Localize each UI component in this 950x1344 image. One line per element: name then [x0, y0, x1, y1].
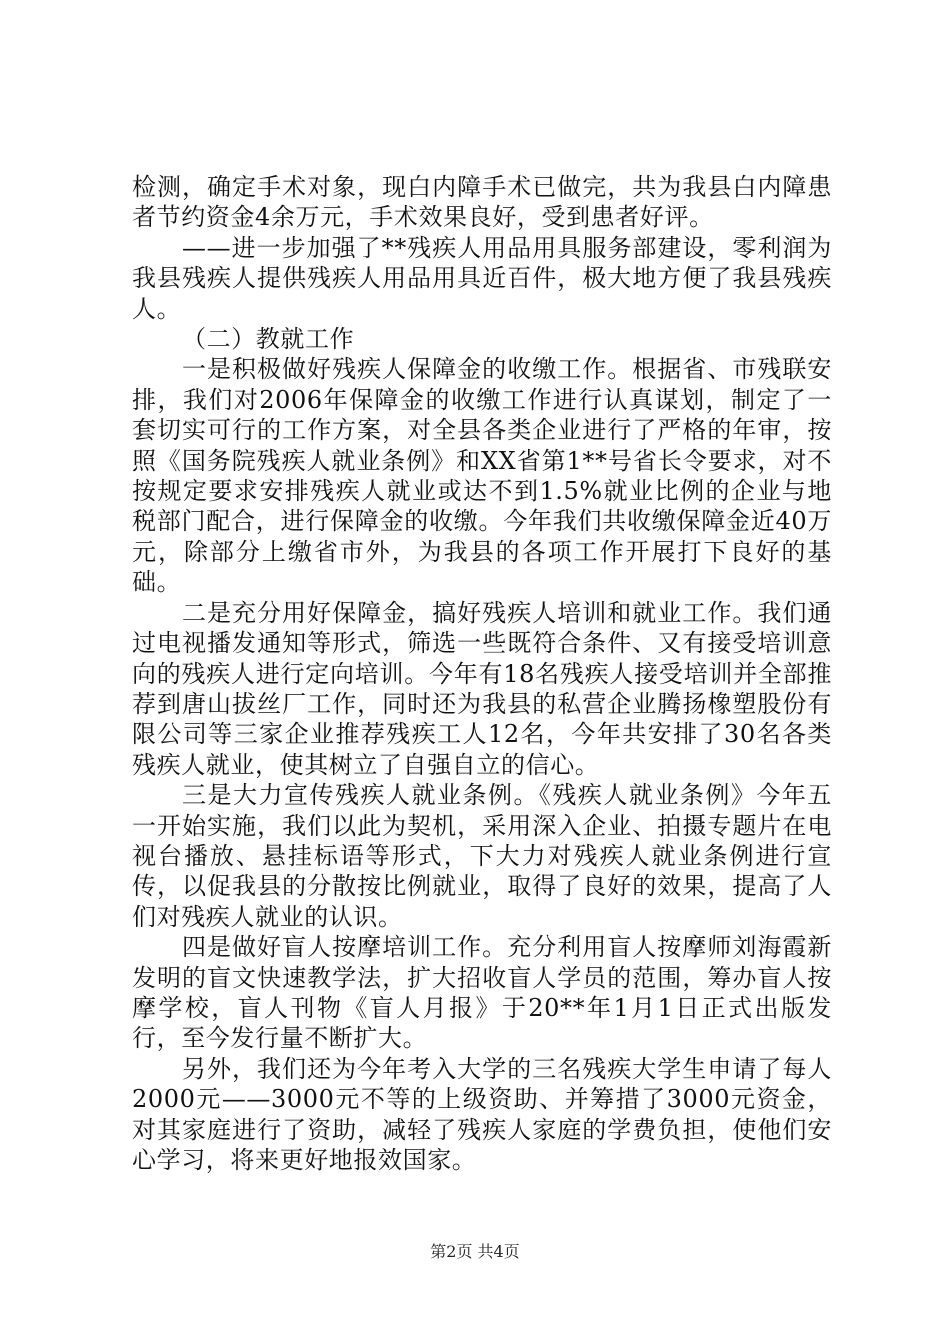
section-heading-employment: （二）教就工作 [182, 325, 355, 354]
paragraph-employment-regulation-publicity: 三是大力宣传残疾人就业条例。《残疾人就业条例》今年五一开始实施，我们以此为契机，采用深入企业、拍摄专题片在电视台播放、悬挂标语等形式，下大力对残疾人就业条例进行宣传，以促我县的分散按比例就业，取得了良好的效果，提高了人们对残疾人就业的认识。 [132, 781, 832, 931]
paragraph-security-fund-collection: 一是积极做好残疾人保障金的收缴工作。根据省、市残联安排，我们对2006年保障金的收缴工作进行认真谋划，制定了一套切实可行的工作方案，对全县各类企业进行了严格的年审，按照《国务院残疾人就业条例》和XX省第1**号省长令要求，对不按规定要求安排残疾人就业或达不到1.5%就业比例的企业与地税部门配合，进行保障金的收缴。今年我们共收缴保障金近40万元，除部分上缴省市外，为我县的各项工作开展打下良好的基础。 [132, 355, 832, 597]
page-number-label: 第2页 共4页 [430, 1242, 520, 1261]
paragraph-cataract-surgery: 检测，确定手术对象，现白内障手术已做完，共为我县白内障患者节约资金4余万元，手术效果良好，受到患者好评。 [132, 173, 832, 232]
paragraph-student-assistance: 另外，我们还为今年考入大学的三名残疾大学生申请了每人2000元——3000元不等的上级资助、并筹措了3000元资金，对其家庭进行了资助，减轻了残疾人家庭的学费负担，使他们安心学习，将来更好地报效国家。 [132, 1054, 832, 1174]
paragraph-training-employment: 二是充分用好保障金，搞好残疾人培训和就业工作。我们通过电视播发通知等形式，筛选一些既符合条件、又有接受培训意向的残疾人进行定向培训。今年有18名残疾人接受培训并全部推荐到唐山拔丝厂工作，同时还为我县的私营企业腾扬橡塑股份有限公司等三家企业推荐残疾工人12名，今年共安排了30名各类残疾人就业，使其树立了自强自立的信心。 [132, 598, 832, 779]
paragraph-blind-massage-training: 四是做好盲人按摩培训工作。充分利用盲人按摩师刘海霞新发明的盲文快速教学法，扩大招收盲人学员的范围，筹办盲人按摩学校，盲人刊物《盲人月报》于20**年1月1日正式出版发行，至今发行量不断扩大。 [132, 933, 832, 1053]
paragraph-service-department: ——进一步加强了**残疾人用品用具服务部建设，零利润为我县残疾人提供残疾人用品用具近百件，极大地方便了我县残疾人。 [132, 233, 832, 323]
document-body [132, 172, 832, 1175]
page-footer [0, 1242, 950, 1262]
